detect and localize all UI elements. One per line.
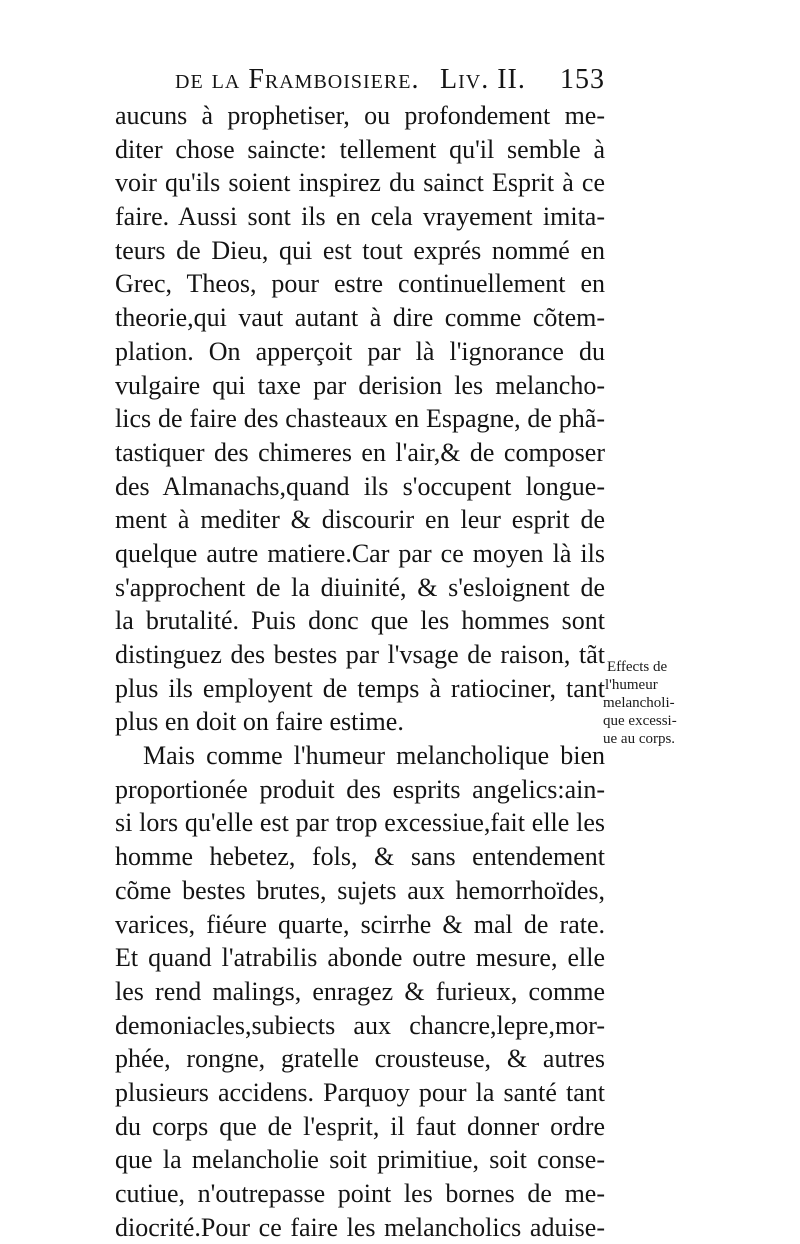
text-line: varices, fiéure quarte, scirrhe & mal de rate. xyxy=(115,909,605,939)
text-line: lics de faire des chasteaux en Espagne, de phã- xyxy=(115,404,605,434)
running-head-book: Liv. II. xyxy=(440,64,526,95)
text-line: diocrité.Pour ce faire les melancholics aduise- xyxy=(115,1212,605,1242)
text-line: tastiquer des chimeres en l'air,& de composer xyxy=(115,437,605,467)
text-line: cõme bestes brutes, sujets aux hemorrhoïdes, xyxy=(115,875,605,905)
text-line: plusieurs accidens. Parquoy pour la santé tant xyxy=(115,1077,605,1107)
text-line: ment à mediter & discourir en leur esprit de xyxy=(115,505,605,535)
text-line: voir qu'ils soient inspirez du sainct Esprit à ce xyxy=(115,168,605,198)
margin-note-line: que excessi- xyxy=(603,713,677,729)
text-line: distinguez des bestes par l'vsage de raison, tãt xyxy=(115,640,605,669)
text-line: phée, rongne, gratelle crousteuse, & autres xyxy=(115,1044,605,1074)
margin-note xyxy=(603,658,683,748)
text-line: cutiue, n'outrepasse point les bornes de me- xyxy=(115,1179,605,1208)
text-line: si lors qu'elle est par trop excessiue,fait elle les xyxy=(115,808,605,838)
running-head xyxy=(175,64,605,104)
text-line: plus ils employent de temps à ratiociner, tant xyxy=(115,673,605,703)
text-line: la brutalité. Puis donc que les hommes sont xyxy=(115,606,605,636)
margin-note-line: melancholi- xyxy=(603,695,675,711)
paragraph-start-line: Mais comme l'humeur melancholique bien xyxy=(143,741,605,771)
text-line: Grec, Theos, pour estre continuellement en xyxy=(115,269,605,299)
margin-note-line: Effects de xyxy=(607,659,668,675)
margin-note-line: ue au corps. xyxy=(603,731,676,747)
text-line: quelque autre matiere.Car par ce moyen là ils xyxy=(115,538,605,568)
text-line: que la melancholie soit primitiue, soit conse- xyxy=(115,1145,605,1175)
running-head-title: de la Framboisiere. xyxy=(175,64,420,95)
text-line: plus en doit on faire estime. xyxy=(115,707,404,737)
text-line: plation. On apperçoit par là l'ignorance du xyxy=(115,336,605,366)
margin-note-line: l'humeur xyxy=(605,677,658,693)
text-line: les rend malings, enragez & furieux, comme xyxy=(115,976,605,1006)
text-line: aucuns à prophetiser, ou profondement me- xyxy=(115,101,605,130)
text-line: s'approchent de la diuinité, & s'esloignent de xyxy=(115,572,605,602)
text-line: teurs de Dieu, qui est tout exprés nommé en xyxy=(115,235,605,265)
text-line: demoniacles,subiects aux chancre,lepre,mor- xyxy=(115,1010,605,1040)
text-line: du corps que de l'esprit, il faut donner ordre xyxy=(115,1111,605,1141)
text-line: theorie,qui vaut autant à dire comme cõtem- xyxy=(115,303,605,333)
text-line: des Almanachs,quand ils s'occupent longue- xyxy=(115,471,605,501)
body-text xyxy=(115,99,605,1244)
text-line: vulgaire qui taxe par derision les melancho- xyxy=(115,370,605,400)
text-line: homme hebetez, fols, & sans entendement xyxy=(115,842,605,872)
text-line: proportionée produit des esprits angelics:ain- xyxy=(115,774,605,804)
text-line: faire. Aussi sont ils en cela vrayement imita- xyxy=(115,202,605,232)
text-line: Et quand l'atrabilis abonde outre mesure, elle xyxy=(115,943,605,973)
page-number: 153 xyxy=(560,64,605,95)
text-line: diter chose saincte: tellement qu'il semble à xyxy=(115,134,605,164)
